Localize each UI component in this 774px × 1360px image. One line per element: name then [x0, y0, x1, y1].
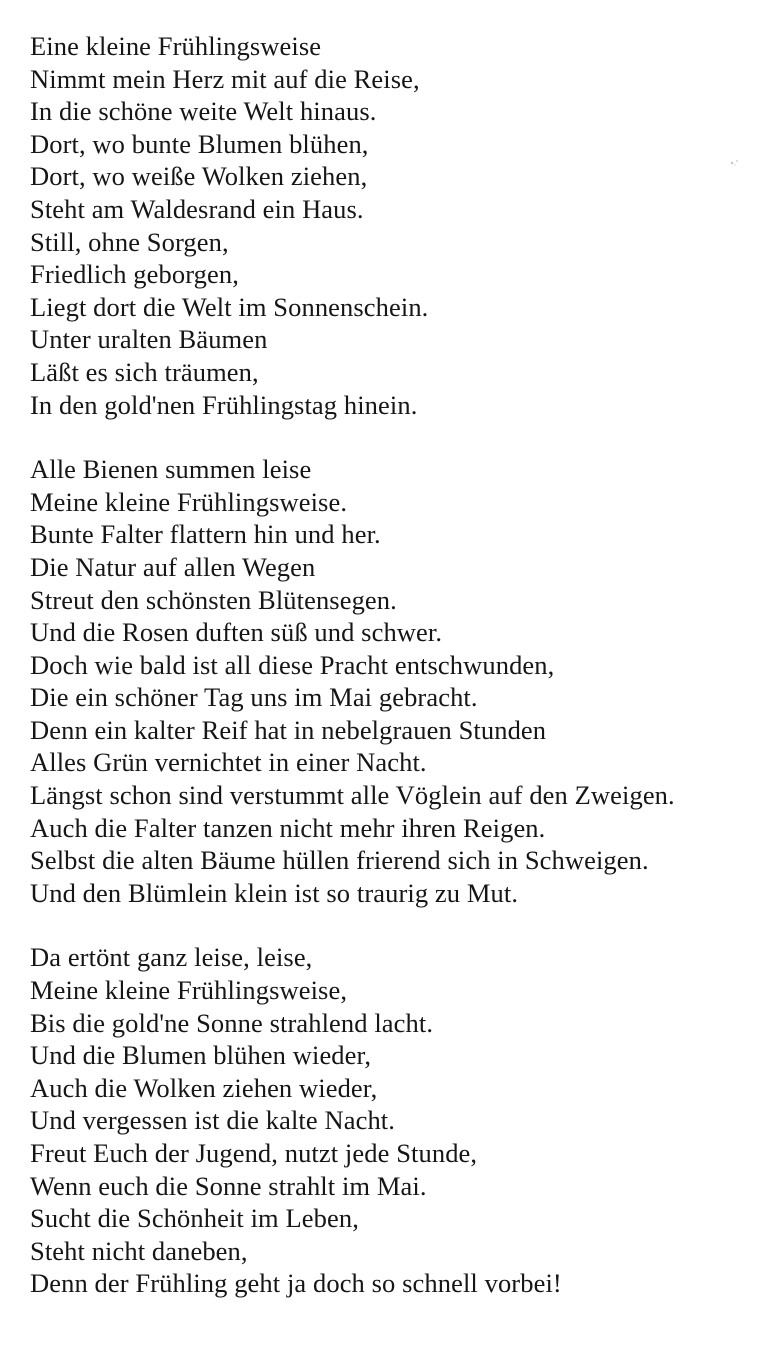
poem-line: Auch die Falter tanzen nicht mehr ihren Reigen. — [30, 812, 546, 843]
poem-line: Friedlich geborgen, — [30, 259, 239, 290]
poem-line: Selbst die alten Bäume hüllen frierend sich in Schweigen. — [30, 845, 649, 876]
poem-text — [30, 30, 760, 1332]
poem-line: Und den Blümlein klein ist so traurig zu Mut. — [30, 877, 519, 908]
poem-line: Dort, wo bunte Blumen blühen, — [30, 128, 369, 159]
poem-line: Und die Rosen duften süß und schwer. — [30, 617, 443, 648]
poem-line: Steht am Waldesrand ein Haus. — [30, 193, 364, 224]
poem-line: Meine kleine Frühlingsweise, — [30, 975, 348, 1006]
poem-line: Streut den schönsten Blütensegen. — [30, 584, 397, 615]
poem-line: Alles Grün vernichtet in einer Nacht. — [30, 747, 427, 778]
poem-line: Eine kleine Frühlingsweise — [30, 31, 322, 61]
poem-line: Sucht die Schönheit im Leben, — [30, 1203, 359, 1234]
poem-line: Unter uralten Bäumen — [30, 324, 268, 355]
poem-line: Still, ohne Sorgen, — [30, 226, 229, 257]
poem-line: Nimmt mein Herz mit auf die Reise, — [30, 63, 420, 94]
poem-line: Meine kleine Frühlingsweise. — [30, 486, 348, 517]
poem-line: Liegt dort die Welt im Sonnenschein. — [30, 291, 429, 322]
poem-line: Dort, wo weiße Wolken ziehen, — [30, 161, 368, 192]
poem-line: Freut Euch der Jugend, nutzt jede Stunde, — [30, 1138, 478, 1168]
stanza-1 — [30, 30, 760, 421]
poem-line: Auch die Wolken ziehen wieder, — [30, 1072, 378, 1103]
poem-line: Da ertönt ganz leise, leise, — [30, 942, 313, 973]
poem-line: Alle Bienen summen leise — [30, 454, 312, 485]
poem-line: Die Natur auf allen Wegen — [30, 551, 316, 582]
poem-line: Denn ein kalter Reif hat in nebelgrauen Stunden — [30, 714, 547, 745]
poem-line: Bunte Falter flattern hin und her. — [30, 519, 381, 550]
poem-line: Wenn euch die Sonne strahlt im Mai. — [30, 1170, 427, 1201]
poem-line: Und die Blumen blühen wieder, — [30, 1040, 372, 1071]
stanza-2 — [30, 453, 760, 909]
scan-speck — [728, 158, 742, 168]
poem-line: Bis die gold'ne Sonne strahlend lacht. — [30, 1007, 434, 1038]
stanza-3 — [30, 941, 760, 1300]
poem-line: Längst schon sind verstummt alle Vöglein auf den Zweigen. — [30, 780, 675, 811]
poem-line: Denn der Frühling geht ja doch so schnell vorbei! — [30, 1268, 562, 1299]
poem-line: Doch wie bald ist all diese Pracht entschwunden, — [30, 649, 555, 680]
poem-line: Die ein schöner Tag uns im Mai gebracht. — [30, 682, 478, 713]
poem-line: In die schöne weite Welt hinaus. — [30, 96, 377, 127]
poem-line: Und vergessen ist die kalte Nacht. — [30, 1105, 395, 1136]
poem-line: Läßt es sich träumen, — [30, 356, 259, 387]
poem-line: Steht nicht daneben, — [30, 1235, 248, 1266]
poem-line: In den gold'nen Frühlingstag hinein. — [30, 389, 418, 420]
